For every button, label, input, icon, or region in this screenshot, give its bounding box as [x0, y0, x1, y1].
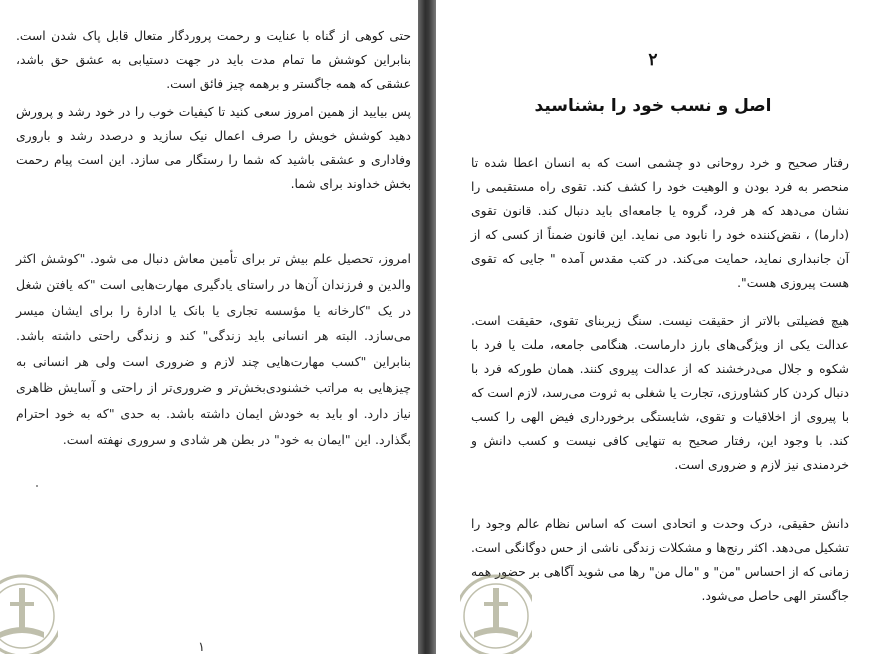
- typed-paragraph-1: حتی کوهی از گناه با عنایت و رحمت پروردگار متعال قابل پاک شدن است. بنابراین کوشش ما تمام مدت باید در جهت دستیابی به عشق حق باشد، عشقی که همه جاگستر و برهمه چیز فائق است.: [16, 29, 411, 91]
- book-binding: [418, 0, 436, 654]
- right-paragraph-2: هیچ فضیلتی بالاتر از حقیقت نیست. سنگ زیربنای تقوی، حقیقت است. عدالت یکی از ویژگی‌های بارز دارماست. هنگامی جامعه، ملت یا فرد با شکوه و جلال می‌درخشند که از عدالت پیروی کنند. همان طورکه فرد با دنبال کردن کار کشاورزی، تجارت یا شغلی به ثروت می‌رسد، لازم است که با پیروی از اخلاقیات و تقوی، شایستگی برخورداری فیض الهی را کسب کند. با وجود این، رفتار صحیح به تنهایی کافی نیست و کسب دانش و خردمندی نیز لازم و ضروری است.: [471, 314, 849, 472]
- typed-paragraph-2: پس بیایید از همین امروز سعی کنید تا کیفیات خوب را در خود رشد و پرورش دهید کوشش خویش را صرف اعمال نیک سازید و درصدد رشد و باروری وفاداری و عشقی باشید که شما را رستگار می سازد. این است پیام رحمت بخش خداوند برای شما.: [16, 105, 411, 191]
- right-page: [436, 0, 870, 654]
- left-page-number: ۱: [198, 640, 205, 654]
- chapter-number: ۲: [648, 50, 658, 70]
- right-paragraph-1: رفتار صحیح و خرد روحانی دو چشمی است که به انسان اعطا شده تا منحصر به فرد بودن و الوهیت خود را کشف کند. تقوی راه مستقیمی را نشان می‌دهد که هر فرد، گروه یا جامعه‌ای باید دنبال کند. قانون تقوی (دارما) ، نقض‌کننده خود را نابود می نماید. این قانون ضمناً از کسی که از آن جانبداری نماید، حمایت می‌کند. در کتب مقدس آمده " جایی که تقوی هست پیروزی هست".: [471, 156, 849, 290]
- library-seal-icon: [460, 566, 532, 654]
- chapter-title: اصل و نسب خود را بشناسید: [534, 96, 772, 116]
- right-paragraph-3: دانش حقیقی، درک وحدت و اتحادی است که اساس نظام عالم وجود را تشکیل می‌دهد. اکثر رنج‌ها و مشکلات زندگی ناشی از حس دوگانگی است. زمانی که از احساس "من" و "مال من" رها می شوید آگاهی بر حضور همه جاگستر الهی حاصل می‌شود.: [471, 517, 849, 603]
- left-page: [0, 0, 418, 654]
- handwritten-paragraph: امروز، تحصیل علم بیش تر برای تأمین معاش دنبال می شود. "کوشش اکثر والدین و فرزندان آن‌ها در راستای یادگیری مهارت‌هایی است "که یافتن شغل در یک "کارخانه یا مؤسسه تجاری یا بانک یا ادارهٔ را برای ایشان میسر می‌سازد. البته هر انسانی باید زندگی" کند و زندگی راحتی داشته باشد. بنابراین "کسب مهارت‌هایی چند لازم و ضروری است ولی هر انسانی به چیزهایی به مراتب خشنودی‌بخش‌تر و ضروری‌تر از راحتی و آسایش ظاهری نیاز دارد. او باید به خودش ایمان داشته باشد. به حدی "که به خود احترام بگذارد. این "ایمان به خود" در بطن هر شادی و سروری نهفته است.: [16, 251, 411, 447]
- library-seal-icon: [0, 566, 58, 654]
- scan-speck: [36, 485, 38, 487]
